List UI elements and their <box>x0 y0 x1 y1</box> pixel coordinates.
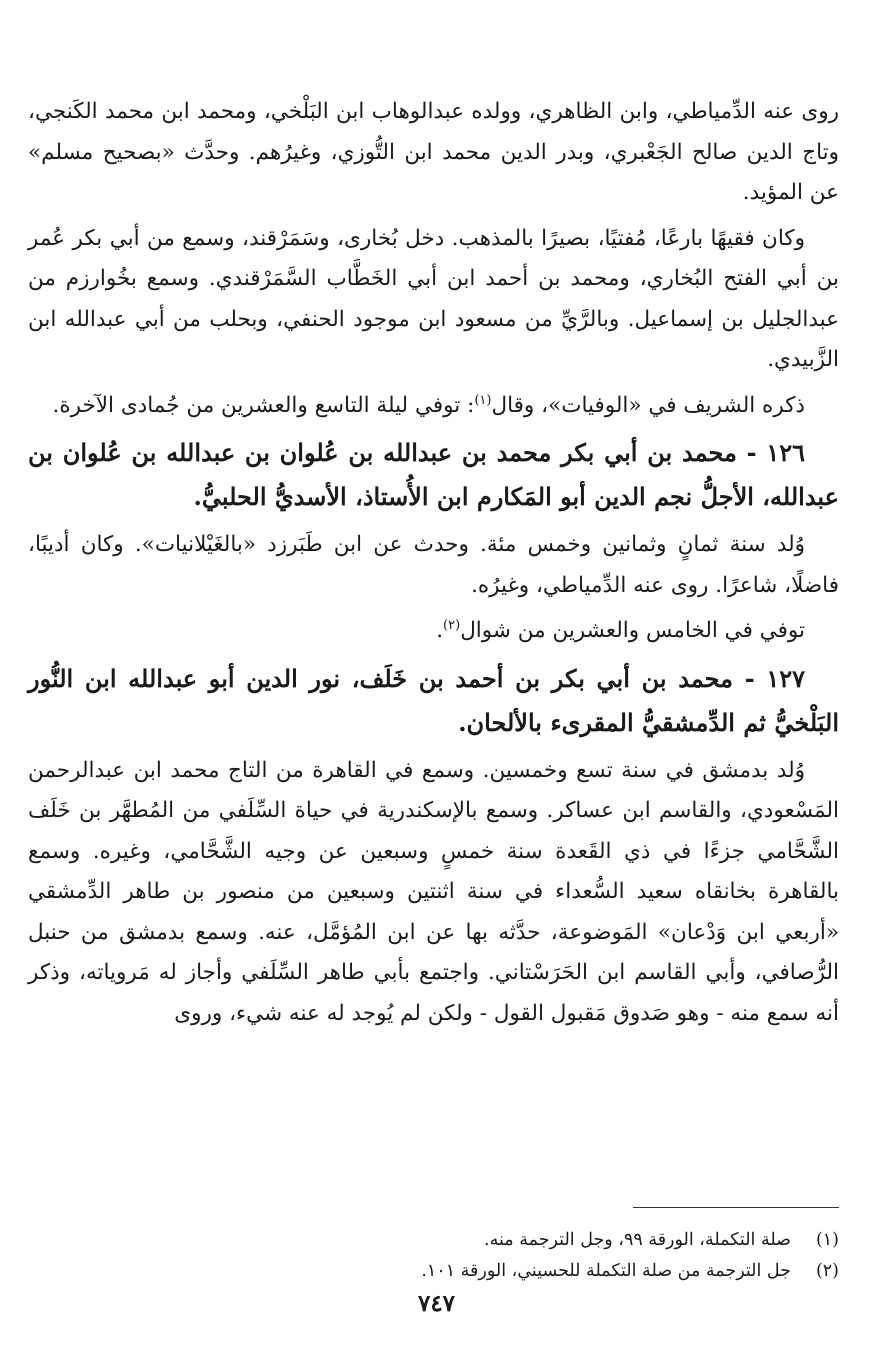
footnote <box>40 1225 839 1256</box>
page-number: ٧٤٧ <box>417 1290 456 1317</box>
footnote <box>40 1256 839 1287</box>
paragraph-text: : توفي ليلة التاسع والعشرين من جُمادى الآخرة. <box>52 392 475 418</box>
footnote-divider <box>633 1207 839 1208</box>
footnote-reference: (١) <box>474 392 492 408</box>
paragraph-text: . <box>436 618 444 643</box>
footnote-text: جل الترجمة من صلة التكملة للحسيني، الورقة ١٠١. <box>421 1261 791 1281</box>
paragraph-text: ذكره الشريف في «الوفيات»، وقال <box>491 392 805 418</box>
biography-entry-heading: ١٢٧ - محمد بن أبي بكر بن أحمد بن خَلَف، نور الدين أبو عبدالله ابن النُّور البَلْخيُّ ثم الدِّمشقيُّ المقرىء بالألحان. <box>28 663 839 737</box>
footnote-text: صلة التكملة، الورقة ٩٩، وجل الترجمة منه. <box>484 1230 791 1250</box>
main-text <box>28 92 839 1034</box>
body-paragraph <box>28 611 839 652</box>
footnotes <box>40 1225 839 1287</box>
biography-entry-heading: ١٢٦ - محمد بن أبي بكر محمد بن عبدالله بن عُلوان بن عبدالله بن عُلوان بن عبدالله، الأجلُّ نجم الدين أبو المَكارم ابن الأُستاذ، الأسديُّ الحلبيُّ. <box>28 438 839 511</box>
footnote-number: (٢) <box>815 1261 839 1281</box>
footnote-number: (١) <box>815 1230 839 1250</box>
body-paragraph <box>28 386 839 427</box>
body-paragraph: وُلد بدمشق في سنة تسع وخمسين. وسمع في القاهرة من التاج محمد ابن عبدالرحمن المَسْعودي، والقاسم ابن عساكر. وسمع بالإسكندرية في حياة السِّلَفي من المُطهَّر بن خَلَف الشَّحَّامي جزءًا في ذي القَعدة سنة خمسٍ وسبعين عن وجيه الشَّحَّامي، وغيره. وسمع بالقاهرة بخانقاه سعيد السُّعداء في سنة اثنتين وسبعين من منصور بن طاهر الدِّمشقي «أربعي ابن وَدْعان» المَوضوعة، حدَّثه بها عن ابن المُؤمَّل، عنه. وسمع بدمشق من حنبل الرُّصافي، وأبي القاسم ابن الحَرَسْتاني. واجتمع بأبي طاهر السِّلَفي وأجاز له مَروياته، وذكر أنه سمع منه - وهو صَدوق مَقبول القول - ولكن لم يُوجد له عنه شيء، وروى <box>28 757 839 1026</box>
body-paragraph: وُلد سنة ثمانٍ وثمانين وخمس مئة. وحدث عن ابن طَبَرزد «بالغَيْلانيات». وكان أديبًا، فاضلًا، شاعرًا. روى عنه الدِّمياطي، وغيرُه. <box>28 532 839 598</box>
paragraph-text: توفي في الخامس والعشرين من شوال <box>460 618 805 643</box>
body-paragraph: وكان فقيهًا بارعًا، مُفتيًا، بصيرًا بالمذهب. دخل بُخارى، وسَمَرْقند، وسمع من أبي بكر عُمر بن أبي الفتح البُخاري، ومحمد بن أحمد ابن أبي الخَطَّاب السَّمَرْقندي. وسمع بخُوارزم من عبدالجليل بن إسماعيل. وبالرَّيِّ من مسعود ابن موجود الحنفي، وبحلب من أبي عبدالله ابن الزَّبيدي. <box>28 225 839 372</box>
footnote-reference: (٢) <box>443 617 461 633</box>
body-paragraph: روى عنه الدِّمياطي، وابن الظاهري، وولده عبدالوهاب ابن البَلْخي، ومحمد ابن محمد الكَنجي، وتاج الدين صالح الجَعْبري، وبدر الدين محمد ابن التُّوزي، وغيرُهم. وحدَّث «بصحيح مسلم» عن المؤيد. <box>28 99 839 205</box>
